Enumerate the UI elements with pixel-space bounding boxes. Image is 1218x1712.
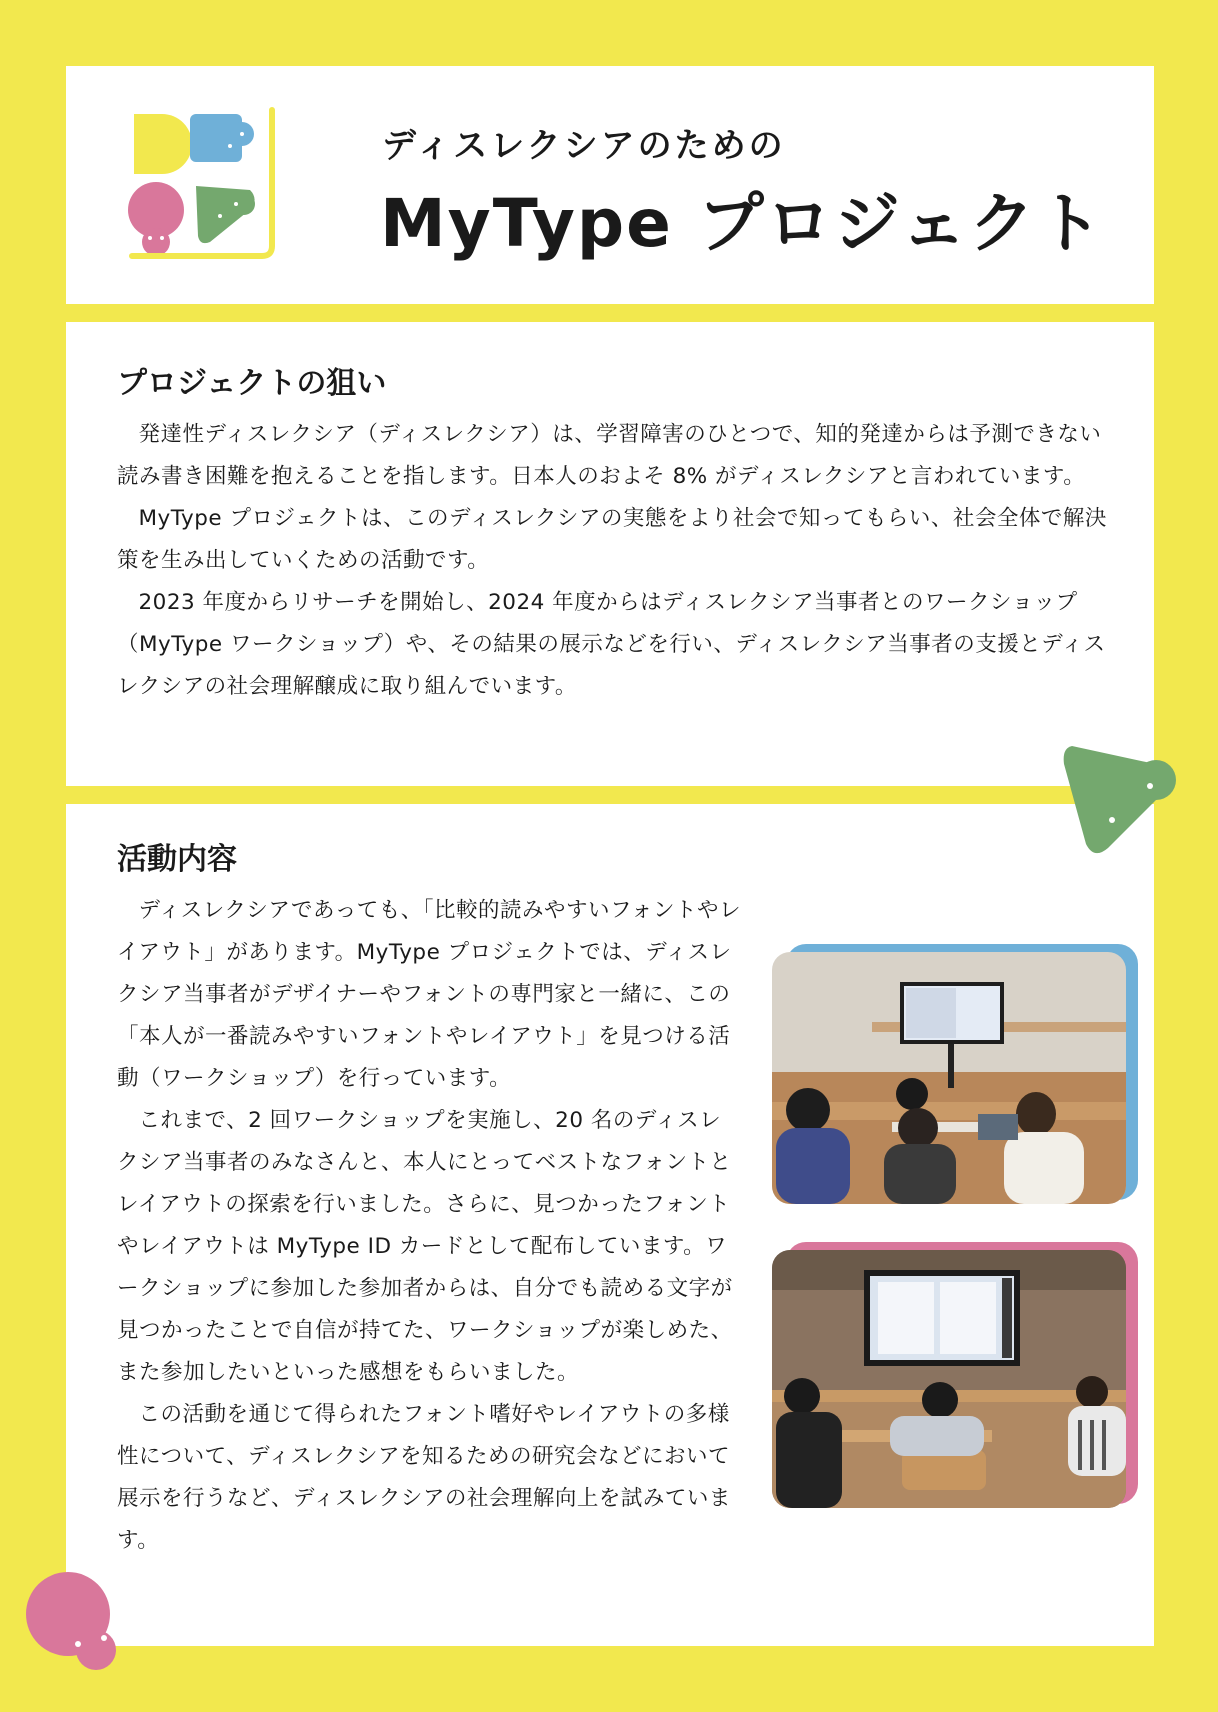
pink-blob-icon	[22, 1568, 126, 1672]
aims-paragraph: 発達性ディスレクシア（ディスレクシア）は、学習障害のひとつで、知的発達からは予測できない読み書き困難を抱えることを指します。日本人のおよそ 8% がディスレクシアと言われています。	[117, 422, 1102, 489]
header-panel	[66, 66, 1154, 304]
activities-body	[117, 890, 741, 1562]
activities-heading: 活動内容	[117, 842, 237, 877]
workshop-photo-2	[772, 1250, 1126, 1508]
activities-paragraph: これまで、2 回ワークショップを実施し、20 名のディスレクシア当事者のみなさんと、本人にとってベストなフォントとレイアウトの探索を行いました。さらに、見つかったフォントやレイアウトは MyType ID カードとして配布しています。ワークショップに参加した参加者からは、自分でも読める文字が見つかったことで自信が持てた、ワークショップが楽しめた、また参加したいといった感想をもらいました。	[117, 1108, 733, 1385]
aims-heading: プロジェクトの狙い	[117, 366, 387, 401]
activities-paragraph: ディスレクシアであっても、「比較的読みやすいフォントやレイアウト」があります。MyType プロジェクトでは、ディスレクシア当事者がデザイナーやフォントの専門家と一緒に、この「本人が一番読みやすいフォントやレイアウト」を見つける活動（ワークショップ）を行っています。	[117, 898, 741, 1091]
activities-paragraph: この活動を通じて得られたフォント嗜好やレイアウトの多様性について、ディスレクシアを知るための研究会などにおいて展示を行うなど、ディスレクシアの社会理解向上を試みています。	[117, 1402, 731, 1553]
project-subtitle: ディスレクシアのための	[382, 126, 786, 166]
mytype-logo-icon	[126, 106, 286, 266]
activities-section	[66, 804, 1154, 1646]
aims-paragraph: MyType プロジェクトは、このディスレクシアの実態をより社会で知ってもらい、社会全体で解決策を生み出していくための活動です。	[117, 506, 1107, 573]
workshop-photo-1	[772, 952, 1126, 1204]
workshop-photo-1-frame	[772, 944, 1138, 1204]
project-title: MyType プロジェクト	[380, 185, 1105, 262]
aims-section	[66, 322, 1154, 786]
aims-paragraph: 2023 年度からリサーチを開始し、2024 年度からはディスレクシア当事者とのワークショップ（MyType ワークショップ）や、その結果の展示などを行い、ディスレクシア当事者の支援とディスレクシアの社会理解醸成に取り組んでいます。	[117, 590, 1106, 699]
green-blob-icon	[1060, 740, 1180, 858]
workshop-photo-2-frame	[772, 1242, 1138, 1512]
aims-body	[117, 414, 1117, 708]
